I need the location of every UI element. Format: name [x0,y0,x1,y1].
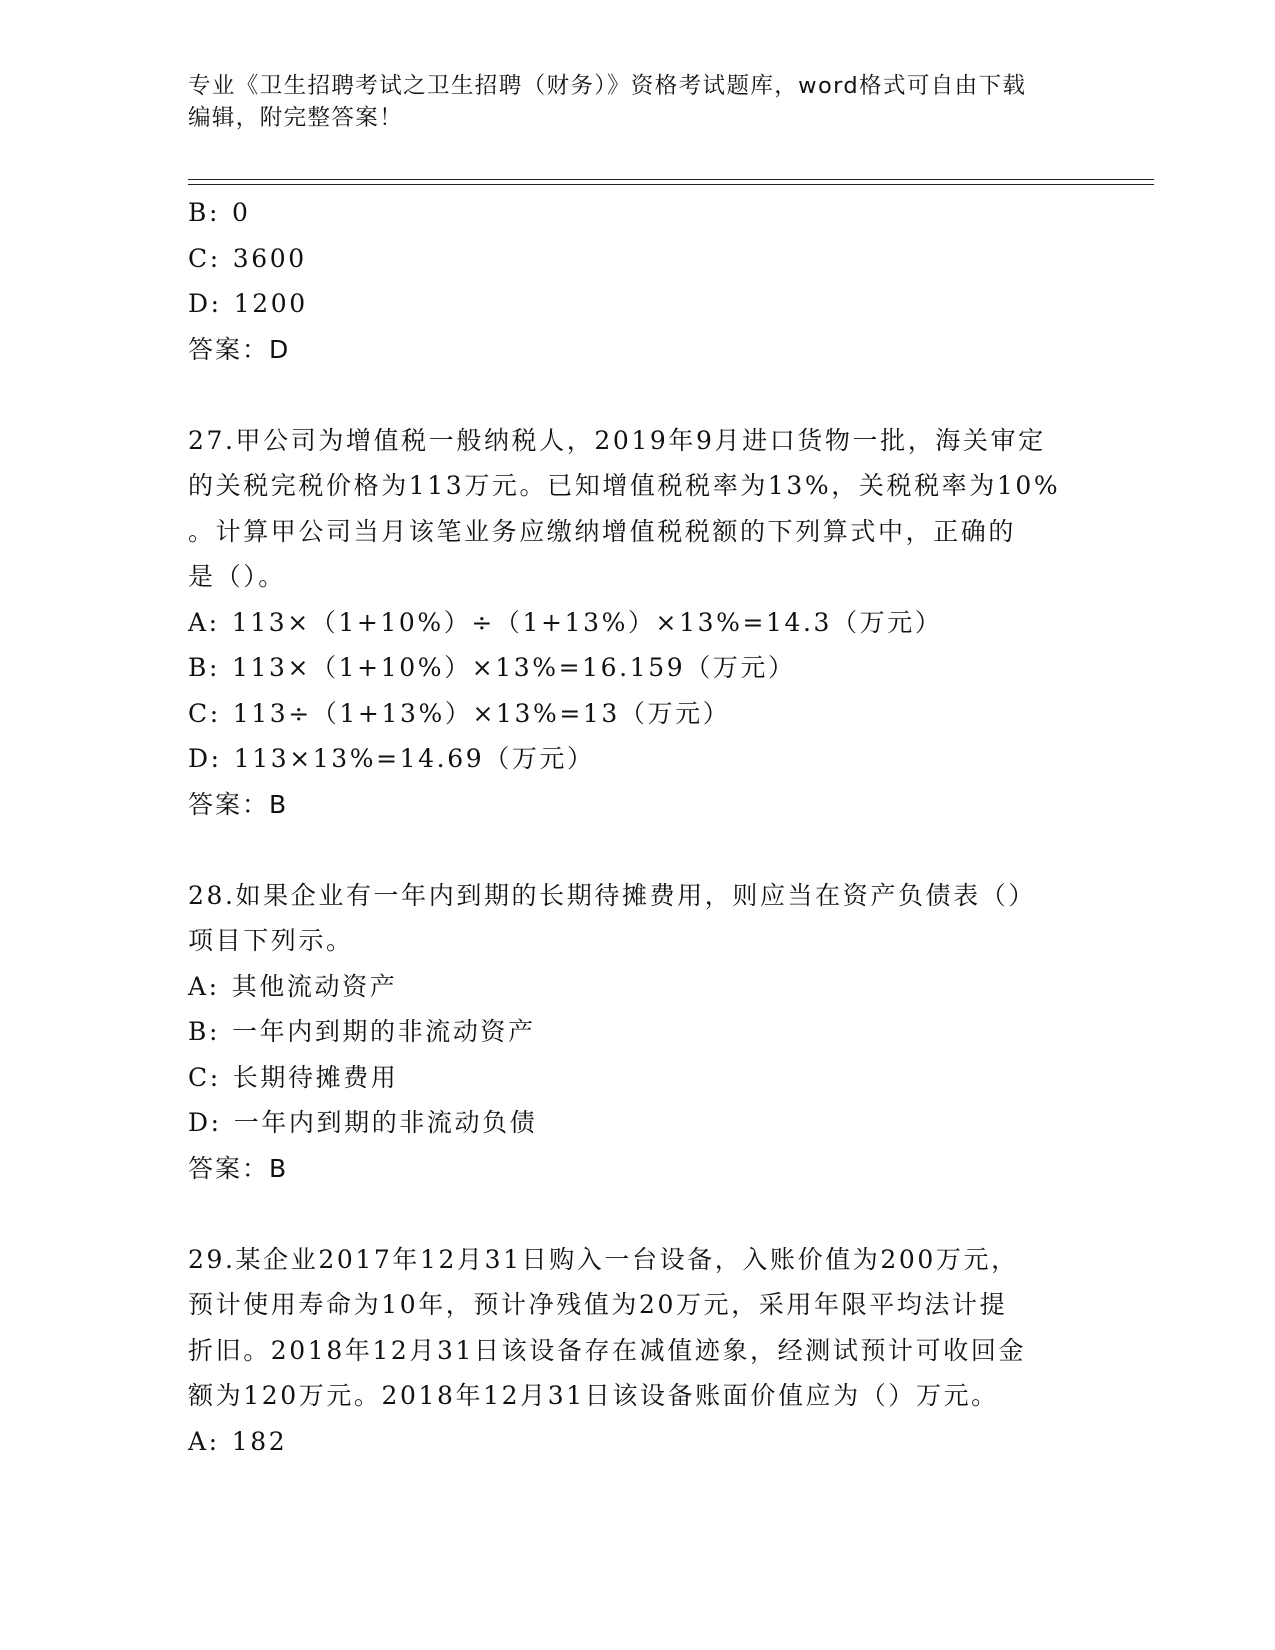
question-29 [188,1237,1088,1465]
option-separator: : [208,607,220,637]
option-text: 182 [231,1426,288,1456]
question-text-line: 预计使用寿命为10年，预计净残值为20万元，采用年限平均法计提 [188,1290,1008,1319]
spacer [188,1191,1088,1237]
question-text-line: 的关税完税价格为113万元。已知增值税税率为13%，关税税率为10% [188,471,1061,500]
option-d [188,736,1088,782]
question-text-line: 额为120万元。2018年12月31日该设备账面价值应为（）万元。 [188,1381,999,1410]
option-c [188,236,1088,282]
page-header [188,70,1088,134]
option-d [188,281,1088,327]
option-a [188,1419,1088,1465]
option-letter: C [188,243,210,273]
option-letter: D [188,289,211,318]
question-28 [188,873,1088,1192]
answer-line: 答案：D [188,334,291,364]
option-letter: A [188,607,209,637]
option-letter: B [188,1017,209,1046]
option-text: 1200 [233,289,308,318]
option-d [188,1100,1088,1146]
header-rule-bottom [188,184,1154,185]
option-c [188,691,1088,737]
question-list [188,190,1088,1464]
option-text: 0 [232,198,251,227]
option-separator: : [208,1017,221,1046]
option-b [188,1009,1088,1055]
option-separator: : [209,243,221,273]
header-line: 编辑，附完整答案！ [188,105,404,131]
question-27 [188,418,1088,828]
option-letter: C [188,698,210,728]
option-text: 一年内到期的非流动负债 [233,1108,538,1137]
option-a [188,964,1088,1010]
option-letter: B [188,653,209,682]
option-letter: C [188,1062,210,1092]
option-c [188,1055,1088,1101]
option-text: 113×（1+10%）×13%=16.159（万元） [232,653,796,682]
option-b [188,190,1088,236]
question-text-line: 。计算甲公司当月该笔业务应缴纳增值税税额的下列算式中，正确的 [188,516,1017,546]
question-text-line: 27.甲公司为增值税一般纳税人，2019年9月进口货物一批，海关审定 [188,425,1046,455]
option-separator: : [209,698,221,728]
question-text-line: 29.某企业2017年12月31日购入一台设备，入账价值为200万元， [188,1244,1019,1274]
option-separator: : [209,1062,221,1092]
answer-line: 答案：B [188,789,289,819]
question-text-line: 是（）。 [188,562,286,591]
question-prev [188,190,1088,372]
header-line: 专业《卫生招聘考试之卫生招聘（财务）》资格考试题库，word格式可自由下载 [188,73,1027,99]
question-text-line: 项目下列示。 [188,926,354,955]
option-letter: D [188,744,211,773]
option-letter: D [188,1108,211,1137]
question-text-line: 28.如果企业有一年内到期的长期待摊费用，则应当在资产负债表（） [188,880,1036,910]
answer-line: 答案：B [188,1153,289,1183]
option-text: 一年内到期的非流动资产 [232,1017,536,1046]
option-separator: : [210,289,222,318]
option-text: 其他流动资产 [231,971,398,1001]
option-separator: : [210,1108,222,1137]
option-letter: B [188,198,209,227]
option-b [188,645,1088,691]
option-separator: : [208,1426,220,1456]
option-text: 113×13%=14.69（万元） [233,744,595,773]
question-text-line: 折旧。2018年12月31日该设备存在减值迹象，经测试预计可收回金 [188,1335,1027,1365]
option-separator: : [208,653,221,682]
spacer [188,372,1088,418]
option-text: 113÷（1+13%）×13%=13（万元） [232,698,731,728]
option-separator: : [208,971,220,1001]
option-text: 3600 [232,243,307,273]
option-text: 113×（1+10%）÷（1+13%）×13%=14.3（万元） [231,607,943,637]
header-rule-top [188,179,1154,180]
option-letter: A [188,971,209,1001]
option-separator: : [208,198,221,227]
spacer [188,827,1088,873]
option-separator: : [210,744,222,773]
option-a [188,600,1088,646]
option-letter: A [188,1426,209,1456]
option-text: 长期待摊费用 [232,1062,399,1092]
